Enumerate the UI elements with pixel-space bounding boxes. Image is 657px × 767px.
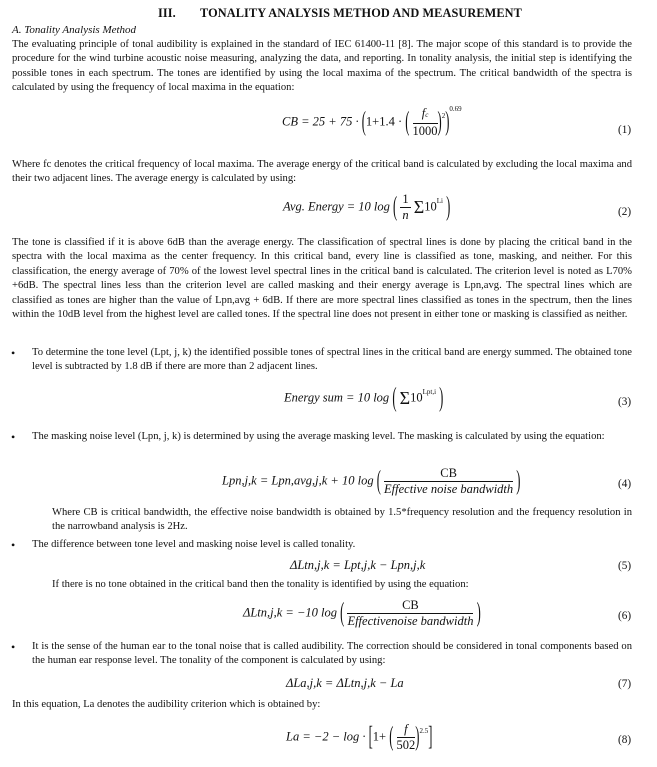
equation-4-number: (4): [618, 478, 632, 490]
equation-4-denominator: Effective noise bandwidth: [384, 482, 514, 496]
bullet-2: •: [11, 430, 16, 444]
equation-1-fraction: [413, 106, 438, 139]
equation-2-number: (2): [618, 206, 632, 218]
bullet-audibility: It is the sense of the human ear to the tonal noise that is called audibility. The correction should be considered in tonal components based on the human ear response level. The tonality of the component is calculated by using:: [32, 641, 632, 667]
equation-3-sigma: Σ: [399, 388, 411, 408]
section-number: III.: [158, 6, 176, 20]
equation-8-denominator: 502: [396, 738, 416, 752]
equation-1-inner: 1+1.4 ·: [365, 114, 403, 129]
equation-2-denominator: n: [402, 208, 409, 222]
equation-4: Lpn,j,k = Lpn,avg,j,k + 10 log ( $\frac{CB}{\text{Effective noise bandwidth}}$ ): [222, 465, 521, 496]
equation-6-denominator: Effectivenoise bandwidth: [347, 614, 474, 628]
equation-1-exp-outer: 0.69: [449, 105, 462, 114]
bullet-1: •: [11, 346, 16, 360]
equation-1-numerator: f: [421, 106, 426, 120]
equation-1-exp-inner: 2: [441, 112, 446, 121]
bullet-tonality: The difference between tone level and masking noise level is called tonality.: [32, 539, 356, 550]
equation-3-number: (3): [618, 396, 632, 408]
paragraph-intro: The evaluating principle of tonal audibility is explained in the standard of IEC 61400-11 [8]. The major scope of this standard is to provide the procedure for the wind turbine acoustic noise measuring, analyzing the data, and reporting. In tonality analysis, the initial step is identifying the possible tones in each spectrum. The tones are identified by using the local maxima of the spectrum. The critical bandwidth of the spectra is calculated by using the frequency of local maxima in the equation:: [12, 39, 632, 94]
equation-8-inner: 1+: [372, 729, 387, 744]
bullet-masking-noise: The masking noise level (Lpn, j, k) is determined by using the average masking level. The masking is calculated by using the equation:: [32, 431, 605, 442]
equation-3-base: 10: [410, 390, 423, 405]
equation-3: Energy sum = 10 log ( $\Sigma 10^{Lpt,i}$ ): [284, 382, 444, 413]
subsection-heading: A. Tonality Analysis Method: [12, 24, 137, 36]
equation-6-fraction: [347, 598, 473, 629]
equation-1: CB = 25 + 75 · (1+1.4 · ( $\frac{fc}{1000}$ )$^2$)$^{0.69}$: [282, 105, 462, 138]
paragraph-no-tone: If there is no tone obtained in the critical band then the tonality is identified by using the equation:: [52, 579, 469, 590]
paragraph-audibility-criterion: In this equation, La denotes the audibility criterion which is obtained by:: [12, 699, 321, 710]
equation-8: La = −2 − log · [1+ ( $\frac{f}{502}$ )$^{2.5}$]: [286, 721, 433, 752]
equation-2-base: 10: [424, 199, 437, 214]
equation-4-fraction: [384, 466, 513, 497]
equation-1-lhs: CB = 25 + 75 ·: [282, 114, 359, 129]
equation-6: ΔLtn,j,k = −10 log ( $\frac{CB}{\text{Effectivenoise bandwidth}}$ ): [243, 597, 481, 628]
equation-5-number: (5): [618, 560, 632, 572]
equation-6-number: (6): [618, 610, 632, 622]
equation-6-numerator: CB: [347, 598, 473, 614]
equation-6-lhs: ΔLtn,j,k = −10 log: [243, 605, 338, 620]
equation-8-number: (8): [618, 734, 632, 746]
equation-8-lhs: La = −2 − log ·: [286, 729, 366, 744]
equation-1-denominator: 1000: [412, 124, 438, 138]
paragraph-effective-bandwidth: Where CB is critical bandwidth, the effective noise bandwidth is obtained by 1.5*frequency resolution and the frequency resolution in the narrowband analysis is 2Hz.: [52, 507, 632, 533]
equation-8-numerator: f: [397, 722, 416, 738]
equation-1-number: (1): [618, 124, 632, 136]
equation-2-sigma: Σ: [413, 197, 425, 217]
bullet-3: •: [11, 538, 16, 552]
equation-2: Avg. Energy = 10 log ( $\frac{1}{n}$ $\Sigma 10^{Li}$ ): [283, 191, 451, 222]
equation-3-exponent: Lpt,i: [422, 388, 437, 397]
equation-1-numerator-sub: c: [425, 111, 429, 119]
equation-4-lhs: Lpn,j,k = Lpn,avg,j,k + 10 log: [222, 473, 374, 488]
section-title: TONALITY ANALYSIS METHOD AND MEASUREMENT: [200, 6, 522, 20]
equation-7: ΔLa,j,k = ΔLtn,j,k − La: [286, 676, 404, 690]
equation-2-fraction: [400, 192, 410, 223]
equation-4-numerator: CB: [384, 466, 513, 482]
paragraph-classification: [12, 236, 632, 322]
equation-8-fraction: [397, 722, 416, 753]
paragraph-critical-frequency: Where fc denotes the critical frequency of local maxima. The average energy of the critical band is calculated by excluding the local maxima and their two adjacent lines. The average energy is calculated by using:: [12, 159, 632, 185]
paragraph-classification-text: The tone is classified if it is above 6dB than the average energy. The classification of spectral lines is done by placing the critical band in the spectra with the local maxima as the center frequency. In this critical band, every line is classified as tone, masking, and neither. For this classification, the energy average of 70% of the lowest level spectral lines in the critical band is calculated. The criterion level is noted as L70% +6dB. The spectral lines less than the criterion level are called masking and their energy average is Lpn,avg. The spectral lines which are classified as tones are higher than the value of Lpn,avg + 6dB. If there are more spectral lines classified as tones in the spectrum, then the lines within the 10dB level from the highest level are called tones. If the spectral line does not present in either tone or masking is classified as neither.: [12, 237, 632, 321]
equation-3-lhs: Energy sum = 10 log: [284, 390, 390, 405]
equation-2-lhs: Avg. Energy = 10 log: [283, 199, 390, 214]
equation-7-number: (7): [618, 678, 632, 690]
equation-2-exponent: Li: [436, 197, 443, 206]
equation-8-exponent: 2.5: [419, 727, 429, 736]
equation-2-numerator: 1: [402, 192, 409, 206]
bullet-4: •: [11, 640, 16, 654]
equation-5: ΔLtn,j,k = Lpt,j,k − Lpn,j,k: [290, 558, 426, 572]
bullet-tone-level: To determine the tone level (Lpt, j, k) the identified possible tones of spectral lines in the critical band are energy summed. The obtained tone level is subtracted by 1.8 dB if there are more than 2 adjacent lines.: [32, 347, 632, 373]
